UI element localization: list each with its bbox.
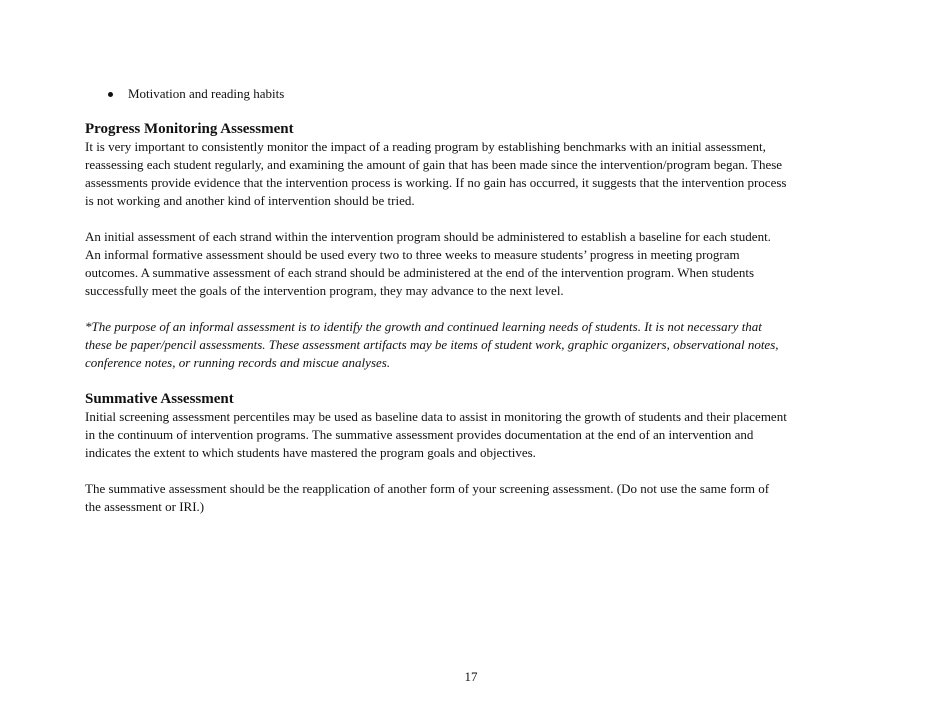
summative-paragraph-2: The summative assessment should be the reapplication of another form of your screening assessment. (Do not use the same form of the assessment or IRI.) bbox=[85, 481, 770, 514]
informal-assessment-note: *The purpose of an informal assessment is to identify the growth and continued learning needs of students. It is not necessary that these be paper/pencil assessments. These assessment artifacts may be items of student work, graphic organizers, observational notes, conference notes, or running records and miscue analyses. bbox=[85, 319, 779, 370]
progress-monitoring-paragraph-1: It is very important to consistently monitor the impact of a reading program by establishing benchmarks with an initial assessment, reassessing each student regularly, and examining the amount of gain that has been made since the intervention/program began. These assessments provide evidence that the intervention process is working. If no gain has occurred, it suggests that the intervention process is not working and another kind of intervention should be tried. bbox=[85, 139, 787, 208]
paragraph-gap bbox=[85, 210, 865, 228]
paragraph-gap bbox=[85, 300, 865, 318]
main-content bbox=[85, 120, 865, 516]
bullet-list-item bbox=[108, 85, 284, 103]
section-gap bbox=[85, 372, 865, 390]
paragraph-gap bbox=[85, 462, 865, 480]
bullet-icon bbox=[108, 92, 113, 97]
progress-monitoring-paragraph-2: An initial assessment of each strand within the intervention program should be administered to establish a baseline for each student. An informal formative assessment should be used every two to three weeks to measure students’ progress in meeting program outcomes. A summative assessment of each strand should be administered at the end of the intervention program. When students successfully meet the goals of the intervention program, they may advance to the next level. bbox=[85, 229, 771, 298]
summative-assessment-heading: Summative Assessment bbox=[85, 391, 234, 407]
bullet-text: Motivation and reading habits bbox=[128, 86, 285, 101]
page-number: 17 bbox=[464, 669, 478, 684]
summative-paragraph-1: Initial screening assessment percentiles may be used as baseline data to assist in monitoring the growth of students and their placement in the continuum of intervention programs. The summative assessment provides documentation at the end of an intervention and indicates the extent to which students have mastered the program goals and objectives. bbox=[85, 409, 787, 460]
progress-monitoring-heading: Progress Monitoring Assessment bbox=[85, 121, 294, 137]
